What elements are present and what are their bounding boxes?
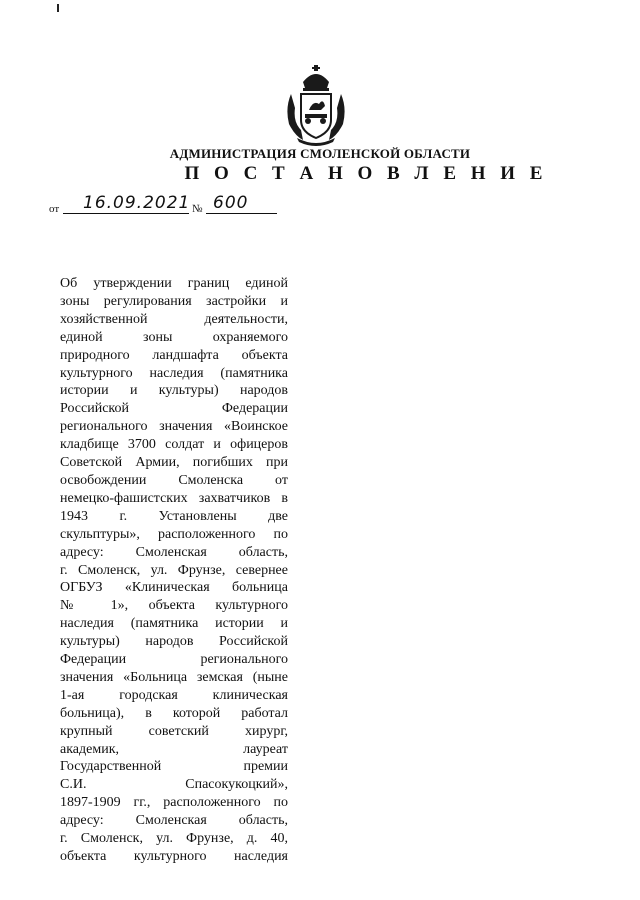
subject-line: ОГБУЗ «Клиническая больница xyxy=(60,580,288,596)
subject-line: Государственной премии xyxy=(60,759,288,775)
subject-line: единой зоны охраняемого xyxy=(60,329,288,345)
scan-mark xyxy=(57,4,59,12)
subject-line: значения «Больница земская (ныне xyxy=(60,669,288,685)
subject-line: объекта культурного наследия xyxy=(60,849,288,864)
subject-line: хозяйственной деятельности, xyxy=(60,311,288,327)
subject-line: освобождении Смоленска от xyxy=(60,472,288,488)
subject-line: адресу: Смоленская область, xyxy=(60,544,288,560)
subject-line: Советской Армии, погибших при xyxy=(60,455,288,471)
subject-line: г. Смоленск, ул. Фрунзе, севернее xyxy=(60,562,288,578)
subject-line: 1-ая городская клиническая xyxy=(60,687,288,703)
subject-line: крупный советский хирург, xyxy=(60,723,288,739)
subject-line: № 1», объекта культурного xyxy=(60,598,288,614)
coat-of-arms-emblem-icon xyxy=(281,64,351,146)
date-prefix: от xyxy=(49,203,60,215)
subject-line: 1943 г. Установлены две xyxy=(60,508,288,524)
subject-line: природного ландшафта объекта xyxy=(60,347,288,363)
document-subject-text xyxy=(60,275,288,866)
subject-line: регионального значения «Воинское xyxy=(60,419,288,435)
subject-line: немецко-фашистских захватчиков в xyxy=(60,490,288,506)
subject-line: адресу: Смоленская область, xyxy=(60,813,288,829)
subject-line: культуры) народов Российской xyxy=(60,634,288,650)
organization-name xyxy=(0,146,640,162)
subject-line: больница), в которой работал xyxy=(60,705,288,721)
subject-line: Федерации регионального xyxy=(60,652,288,668)
subject-line: зоны регулирования застройки и xyxy=(60,293,288,309)
subject-line: Российской Федерации xyxy=(60,401,288,417)
subject-line: академик, лауреат xyxy=(60,741,288,757)
subject-line: скульптуры», расположенного по xyxy=(60,526,288,542)
subject-line: наследия (памятника истории и xyxy=(60,616,288,632)
subject-line: культурного наследия (памятника xyxy=(60,365,288,381)
subject-line: 1897-1909 гг., расположенного по xyxy=(60,795,288,811)
organization-name-text: АДМИНИСТРАЦИЯ СМОЛЕНСКОЙ ОБЛАСТИ xyxy=(169,146,471,161)
date-handwritten: 16.09.2021 xyxy=(83,193,191,213)
subject-line: Об утверждении границ единой xyxy=(60,276,288,291)
number-handwritten: 600 xyxy=(213,193,249,213)
number-prefix: № xyxy=(192,203,203,215)
subject-line: кладбище 3700 солдат и офицеров xyxy=(60,437,288,453)
number-underline xyxy=(206,213,277,214)
document-type-title xyxy=(0,163,640,185)
date-underline xyxy=(63,213,189,214)
subject-line: С.И. Спасокукоцкий», xyxy=(60,777,288,793)
subject-line: г. Смоленск, ул. Фрунзе, д. 40, xyxy=(60,831,288,847)
subject-line: истории и культуры) народов xyxy=(60,383,288,399)
document-type-text: П О С Т А Н О В Л Е Н И Е xyxy=(184,163,548,184)
